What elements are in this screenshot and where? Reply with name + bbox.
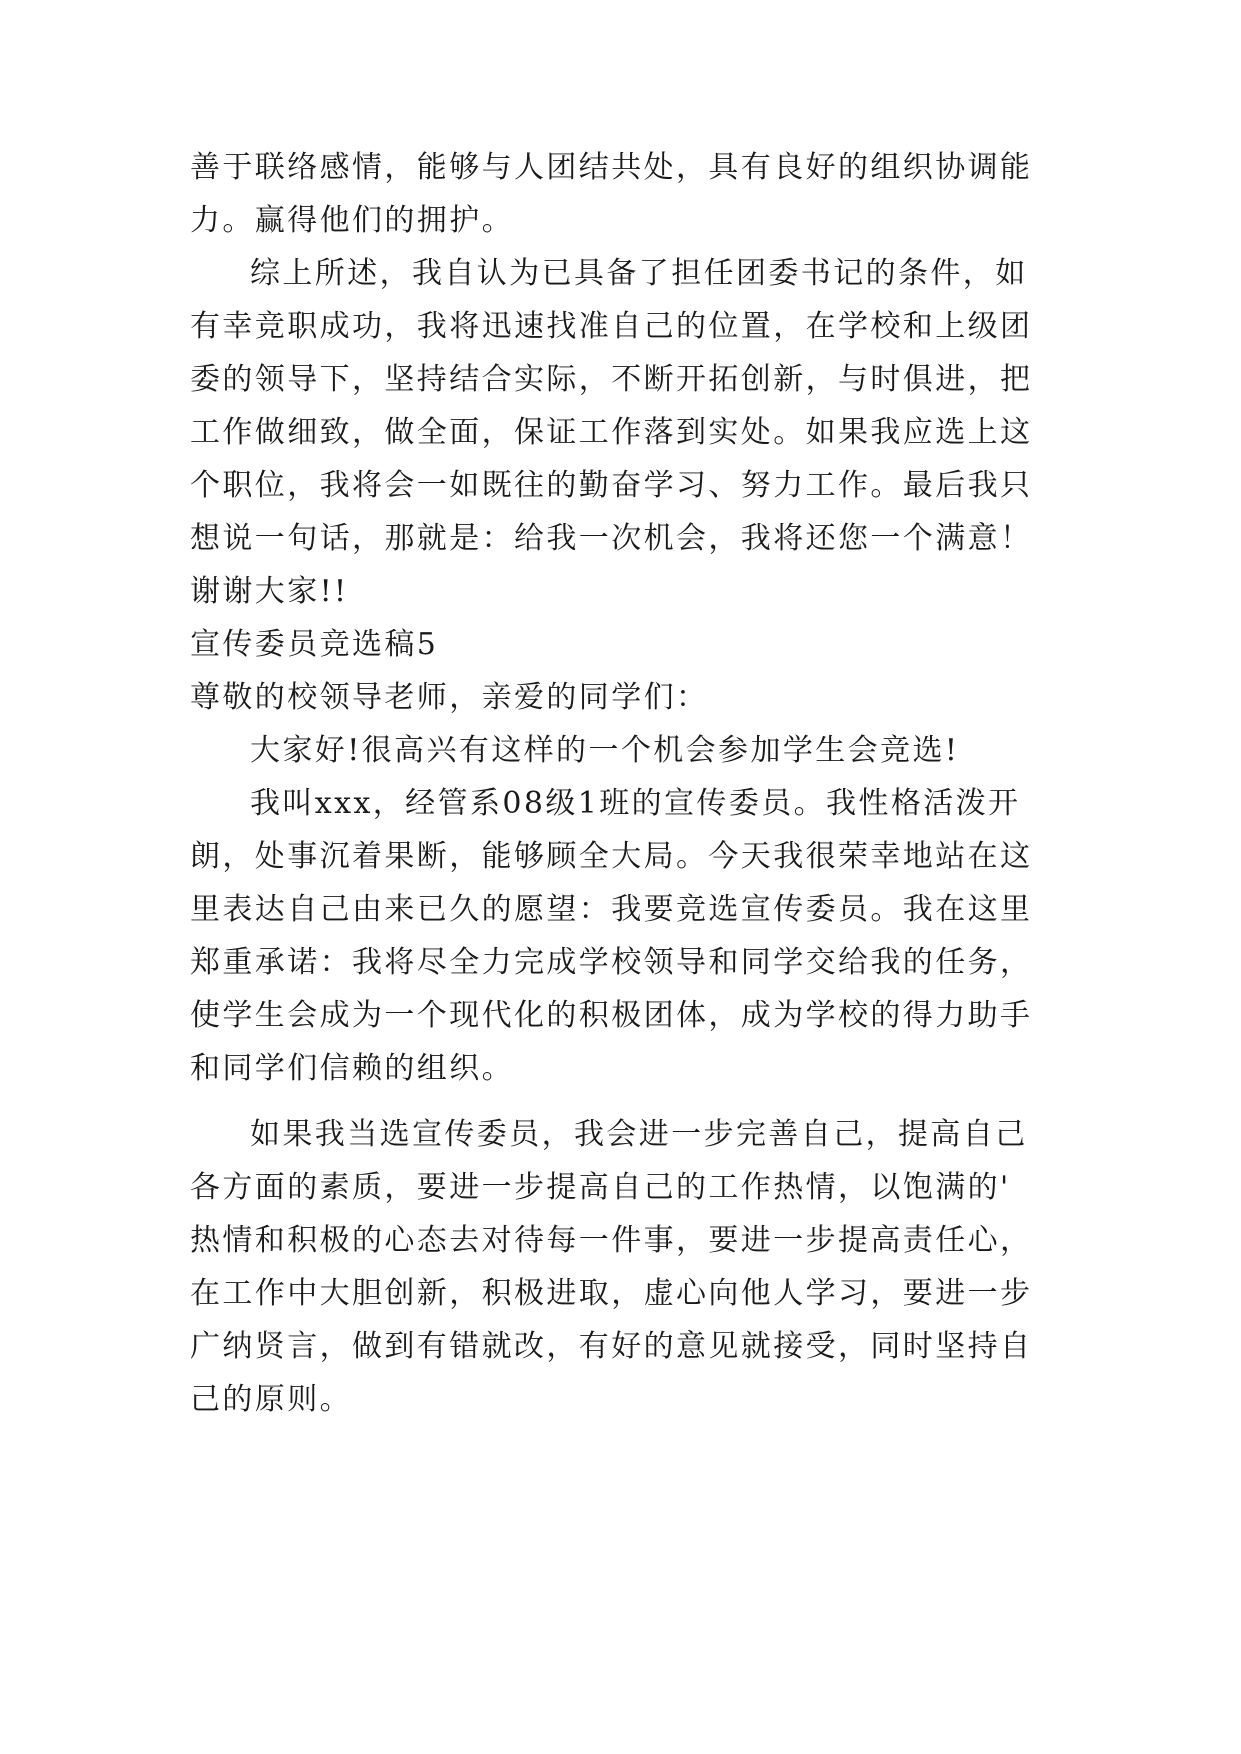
text-line: 己的原则。 — [190, 1382, 352, 1417]
paragraph-start-line: 我叫xxx，经管系08级1班的宣传委员。我性格活泼开 — [250, 786, 1021, 821]
text-line: 善于联络感情，能够与人团结共处，具有良好的组织协调能 — [190, 150, 1033, 185]
text-line: 在工作中大胆创新，积极进取，虚心向他人学习，要进一步 — [190, 1276, 1033, 1311]
text-line: 委的领导下，坚持结合实际，不断开拓创新，与时俱进，把 — [190, 362, 1033, 397]
paragraph-start-line: 综上所述，我自认为已具备了担任团委书记的条件，如 — [250, 256, 1028, 291]
text-line: 有幸竞职成功，我将迅速找准自己的位置，在学校和上级团 — [190, 309, 1033, 344]
text-line: 热情和积极的心态去对待每一件事，要进一步提高责任心， — [190, 1223, 1033, 1258]
text-line: 和同学们信赖的组织。 — [190, 1051, 514, 1086]
text-line: 朗，处事沉着果断，能够顾全大局。今天我很荣幸地站在这 — [190, 839, 1033, 874]
text-line: 各方面的素质，要进一步提高自己的工作热情，以饱满的' — [190, 1170, 1011, 1205]
text-line: 个职位，我将会一如既往的勤奋学习、努力工作。最后我只 — [190, 468, 1033, 503]
greeting-line: 大家好!很高兴有这样的一个机会参加学生会竞选! — [250, 733, 960, 768]
text-line: 力。赢得他们的拥护。 — [190, 203, 514, 238]
text-line: 谢谢大家!! — [190, 574, 349, 609]
section-title: 宣传委员竞选稿5 — [190, 627, 439, 662]
text-line: 想说一句话，那就是：给我一次机会，我将还您一个满意！ — [190, 521, 1033, 556]
text-line: 郑重承诺：我将尽全力完成学校领导和同学交给我的任务， — [190, 945, 1033, 980]
text-line: 广纳贤言，做到有错就改，有好的意见就接受，同时坚持自 — [190, 1329, 1033, 1364]
salutation: 尊敬的校领导老师，亲爱的同学们： — [190, 680, 709, 715]
text-line: 里表达自己由来已久的愿望：我要竞选宣传委员。我在这里 — [190, 892, 1033, 927]
text-line: 工作做细致，做全面，保证工作落到实处。如果我应选上这 — [190, 415, 1033, 450]
paragraph-start-line: 如果我当选宣传委员，我会进一步完善自己，提高自己 — [250, 1117, 1028, 1152]
text-line: 使学生会成为一个现代化的积极团体，成为学校的得力助手 — [190, 998, 1033, 1033]
